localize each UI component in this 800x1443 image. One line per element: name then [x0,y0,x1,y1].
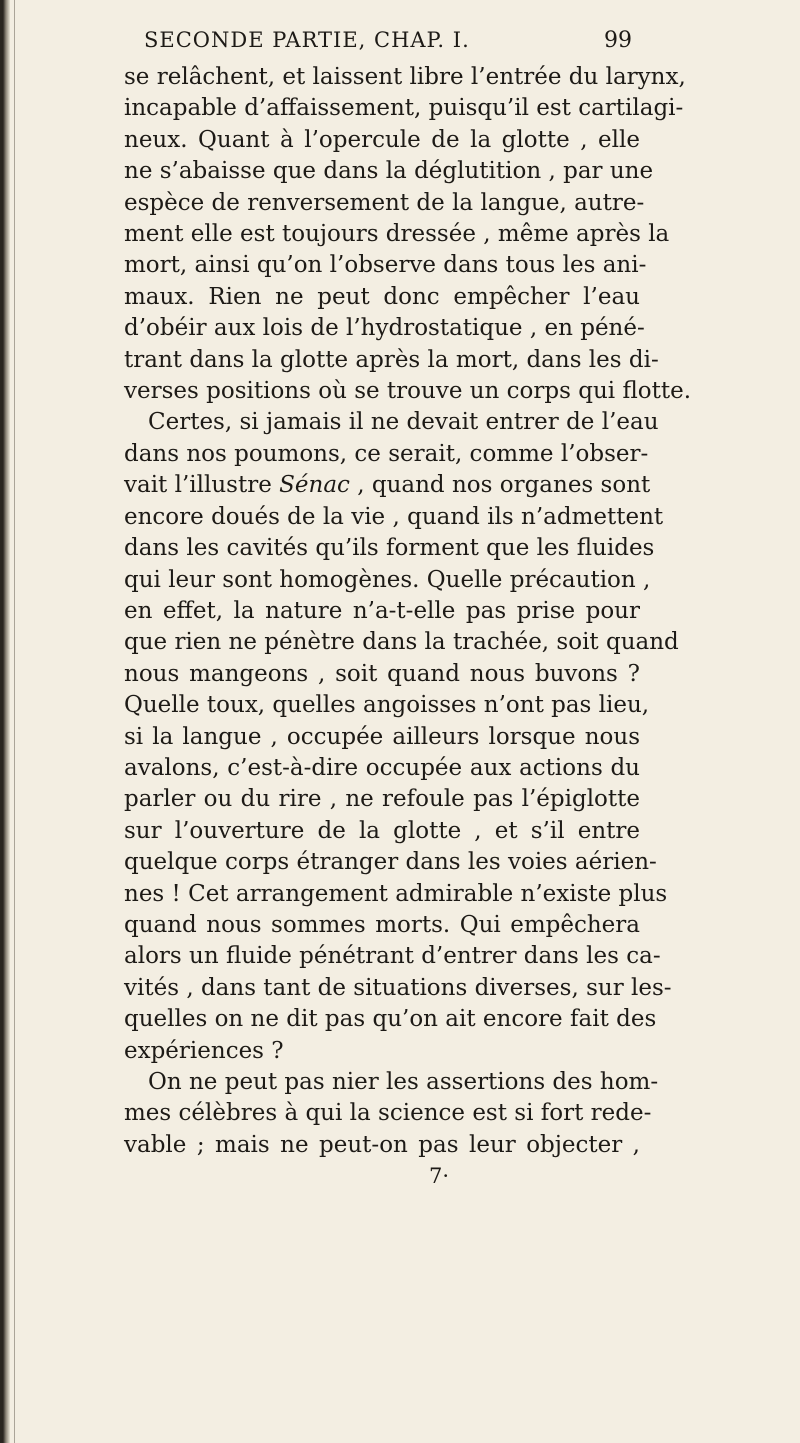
text-line: nous mangeons , soit quand nous buvons ? [124,660,640,687]
text-line: se relâchent, et laissent libre l’entrée du larynx, [124,64,686,90]
text-line: parler ou du rire , ne refoule pas l’épiglotte [124,786,640,813]
text-line: si la langue , occupée ailleurs lorsque nous [124,723,640,750]
text-line: nes ! Cet arrangement admirable n’existe plus [124,880,668,907]
text-line: trant dans la glotte après la mort, dans les di- [124,346,659,373]
running-title: SECONDE PARTIE, CHAP. I. [144,28,470,52]
text-line: ne s’abaisse que dans la déglutition , par une [124,158,654,185]
text-line: avalons, c’est-à-dire occupée aux actions du [124,754,640,781]
italic-name-senac: Sénac [279,472,350,499]
text-line: quelles on ne dit pas qu’on ait encore fait des [124,1006,657,1033]
text-line: ment elle est toujours dressée , même après la [124,221,670,248]
text-line: qui leur sont homogènes. Quelle précaution , [124,566,651,593]
text-line: espèce de renversement de la langue, autre- [124,189,645,216]
text-line: neux. Quant à l’opercule de la glotte , elle [124,126,640,153]
text-segment: vait l’illustre [124,472,280,499]
text-line: dans nos poumons, ce serait, comme l’obser- [124,440,649,467]
text-line: alors un fluide pénétrant d’entrer dans les ca- [124,943,661,970]
text-line: quelque corps étranger dans les voies aérien- [124,849,657,876]
body-text [124,62,692,1192]
text-line-with-italic [124,470,651,501]
text-line: d’obéir aux lois de l’hydrostatique , en péné- [124,315,645,342]
text-line: quand nous sommes morts. Qui empêchera [124,911,640,938]
text-segment: , quand nos organes sont [349,472,651,499]
page-number: 99 [604,28,632,53]
text-line: Certes, si jamais il ne devait entrer de l’eau [148,409,659,436]
text-line: en effet, la nature n’a-t-elle pas prise pour [124,597,640,624]
running-head [124,18,640,62]
text-line: expériences ? [124,1037,284,1064]
text-line: vités , dans tant de situations diverses, sur les- [124,974,672,1001]
paragraph-2 [124,407,679,1067]
text-line: vable ; mais ne peut-on pas leur objecter , [124,1131,640,1158]
binding-gutter [0,0,10,1443]
text-line: encore doués de la vie , quand ils n’admettent [124,503,664,530]
text-line: maux. Rien ne peut donc empêcher l’eau [124,283,640,310]
text-line: que rien ne pénètre dans la trachée, soit quand [124,629,679,656]
signature-mark: 7· [429,1164,450,1189]
book-page [124,18,692,1192]
text-line: mort, ainsi qu’on l’observe dans tous les ani- [124,252,647,279]
paragraph-1 [124,62,692,407]
text-line: incapable d’affaissement, puisqu’il est cartilagi- [124,95,684,122]
text-line: verses positions où se trouve un corps qui flotte. [124,378,692,405]
paragraph-3 [124,1067,659,1161]
binding-shadow-line [14,0,15,1443]
text-line: sur l’ouverture de la glotte , et s’il entre [124,817,640,844]
text-line: mes célèbres à qui la science est si fort rede- [124,1100,652,1127]
text-line: On ne peut pas nier les assertions des hom- [148,1069,659,1095]
text-line: Quelle toux, quelles angoisses n’ont pas lieu, [124,692,650,719]
text-line: dans les cavités qu’ils forment que les fluides [124,535,655,562]
